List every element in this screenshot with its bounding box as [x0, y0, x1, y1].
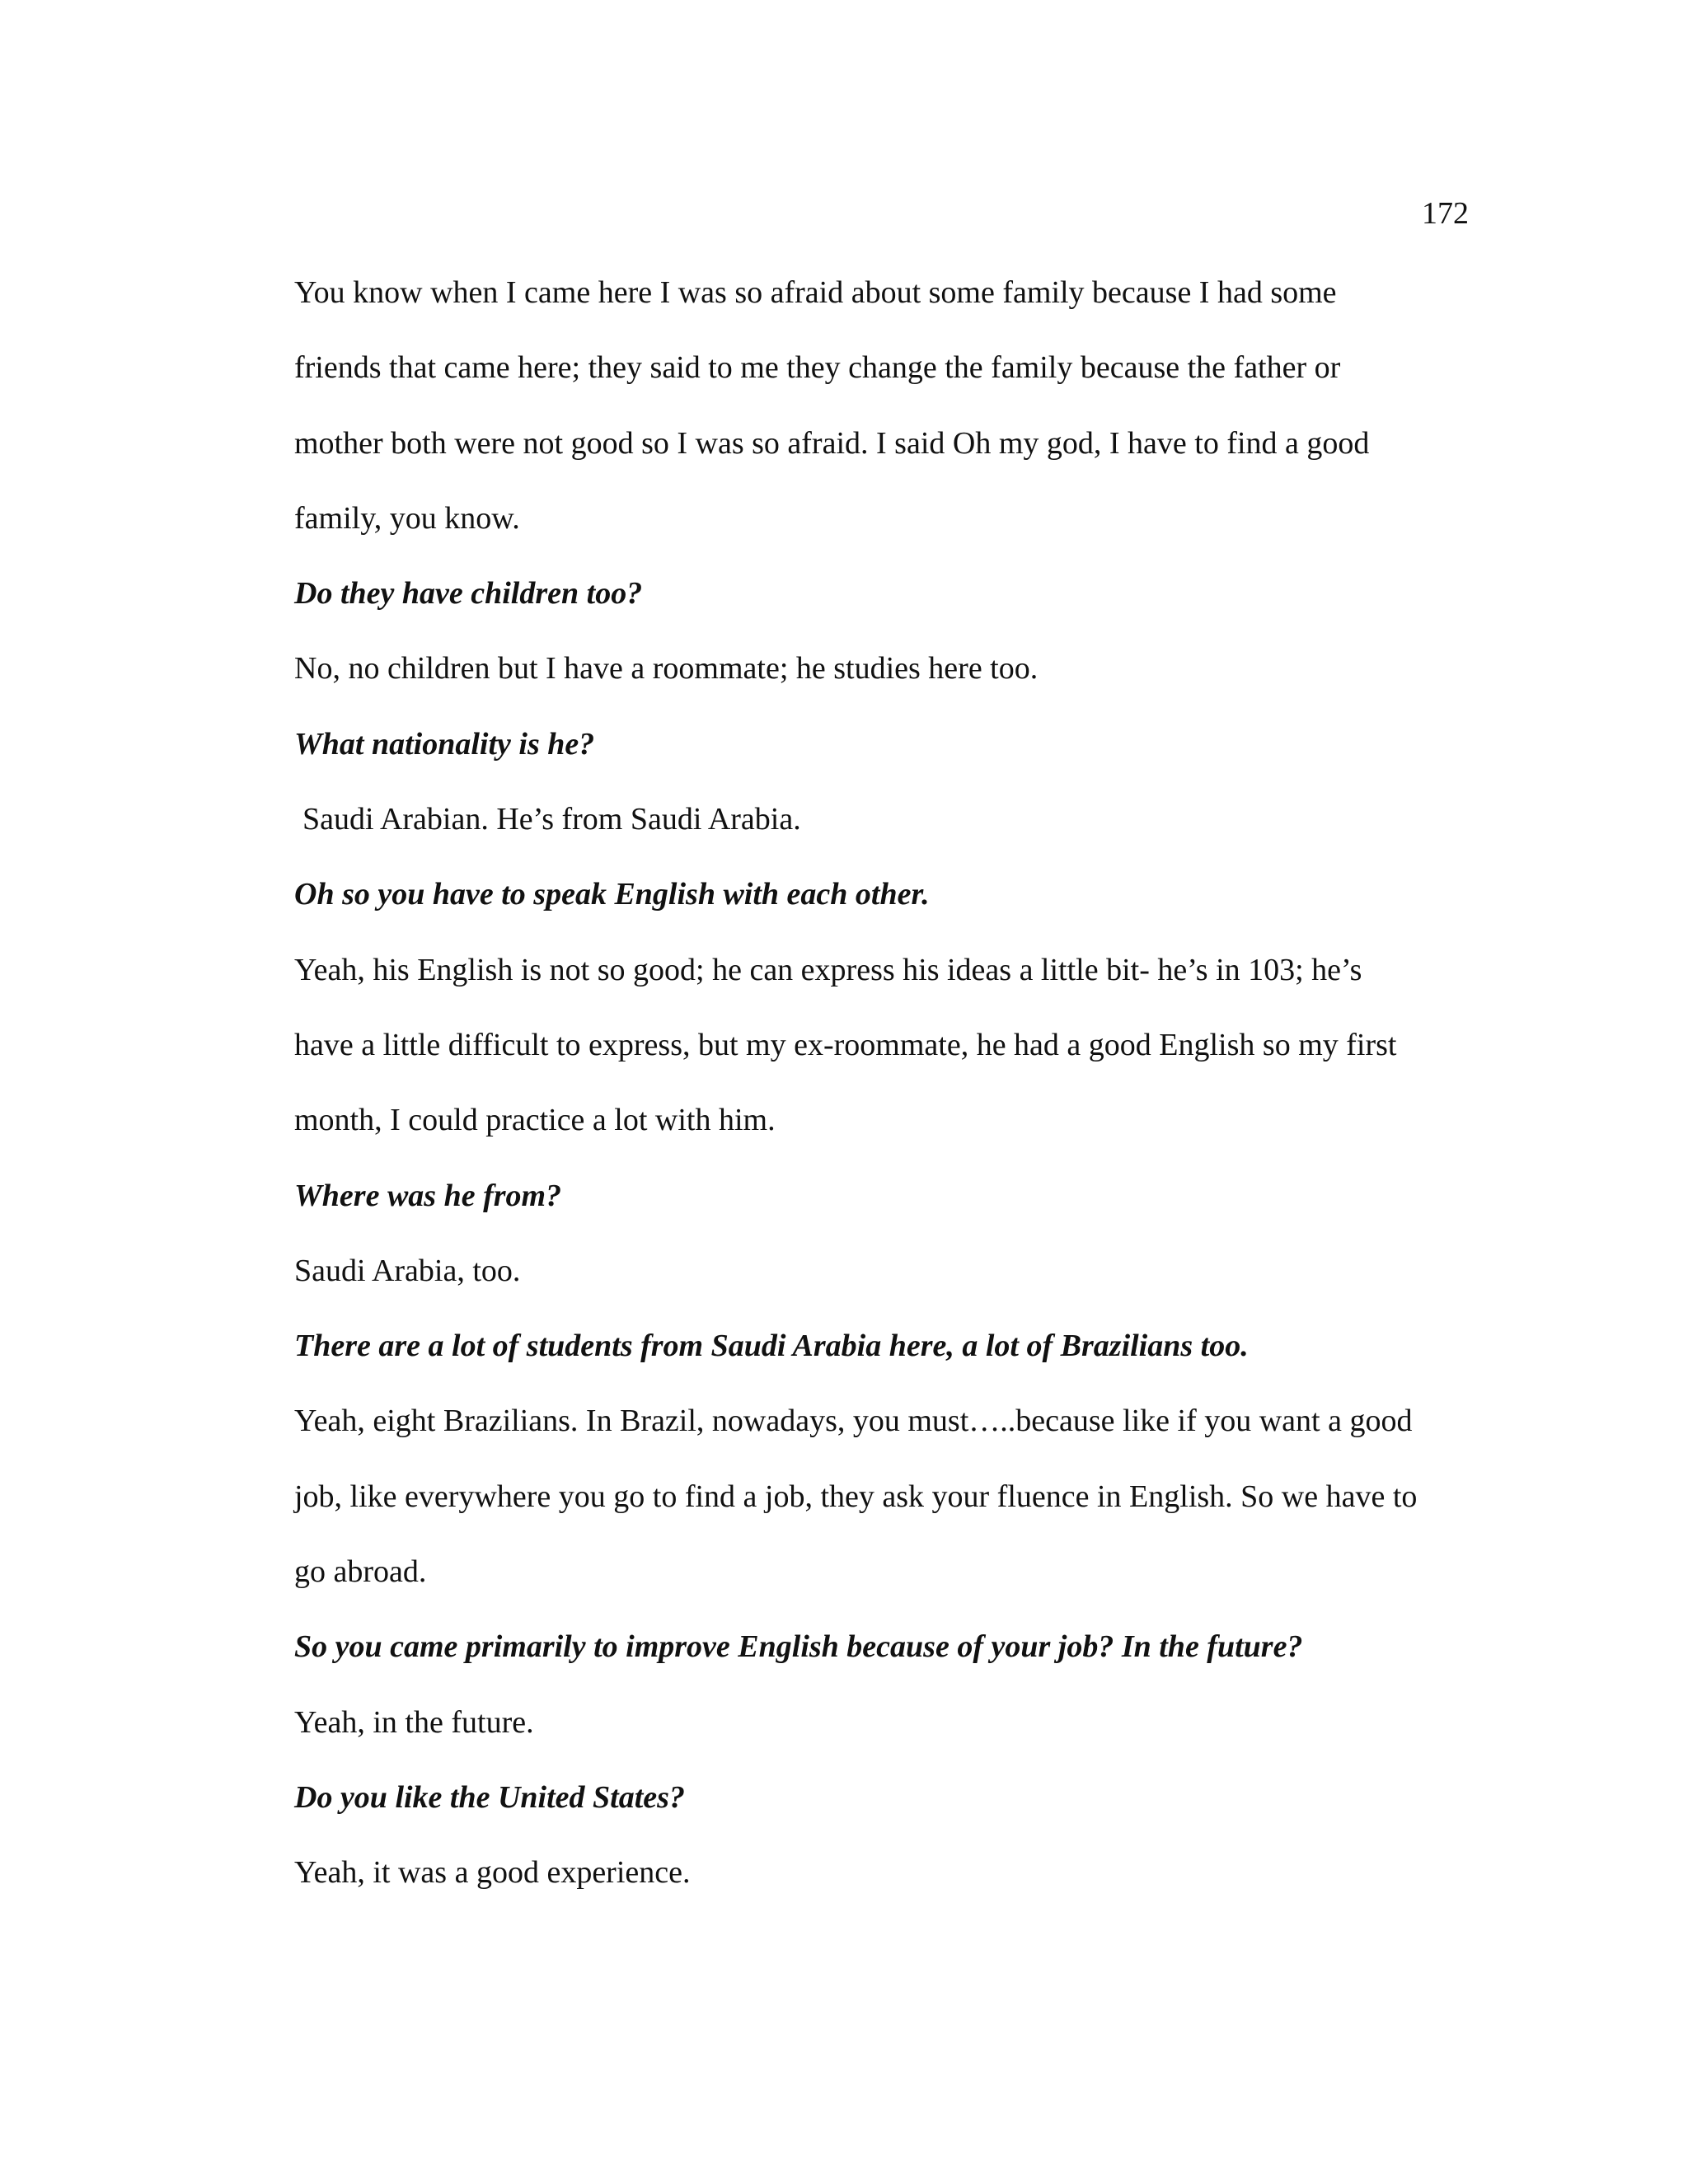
- answer-line: Yeah, his English is not so good; he can express his ideas a little bit- he’s in 103; he’s: [294, 952, 1362, 987]
- interviewer-question: Do they have children too?: [294, 576, 643, 612]
- answer-line: Saudi Arabian. He’s from Saudi Arabia.: [302, 802, 801, 837]
- answer-line: Yeah, eight Brazilians. In Brazil, nowadays, you must…..because like if you want a good: [294, 1404, 1413, 1439]
- answer-line: have a little difficult to express, but my ex-roommate, he had a good English so my first: [294, 1027, 1397, 1062]
- interview-transcript: [294, 255, 1481, 1911]
- answer-line: month, I could practice a lot with him.: [294, 1103, 776, 1138]
- answer-line: job, like everywhere you go to find a job, they ask your fluence in English. So we have to: [294, 1479, 1418, 1514]
- answer-line: Yeah, in the future.: [294, 1704, 534, 1740]
- answer-line: Yeah, it was a good experience.: [294, 1855, 691, 1891]
- answer-line: No, no children but I have a roommate; he studies here too.: [294, 651, 1039, 687]
- page-number: 172: [1422, 196, 1469, 231]
- answer-line: go abroad.: [294, 1554, 427, 1590]
- interviewer-question: So you came primarily to improve English because of your job? In the future?: [294, 1629, 1303, 1665]
- answer-line: friends that came here; they said to me they change the family because the father or: [294, 350, 1341, 386]
- interviewer-question: What nationality is he?: [294, 726, 595, 762]
- answer-line: family, you know.: [294, 500, 520, 536]
- answer-line: mother both were not good so I was so afraid. I said Oh my god, I have to find a good: [294, 425, 1370, 461]
- interviewer-question: There are a lot of students from Saudi Arabia here, a lot of Brazilians too.: [294, 1329, 1249, 1364]
- answer-line: You know when I came here I was so afraid about some family because I had some: [294, 275, 1337, 310]
- interviewer-question: Where was he from?: [294, 1178, 562, 1213]
- interviewer-question: Oh so you have to speak English with each other.: [294, 877, 930, 912]
- answer-line: Saudi Arabia, too.: [294, 1253, 521, 1288]
- interviewer-question: Do you like the United States?: [294, 1779, 685, 1815]
